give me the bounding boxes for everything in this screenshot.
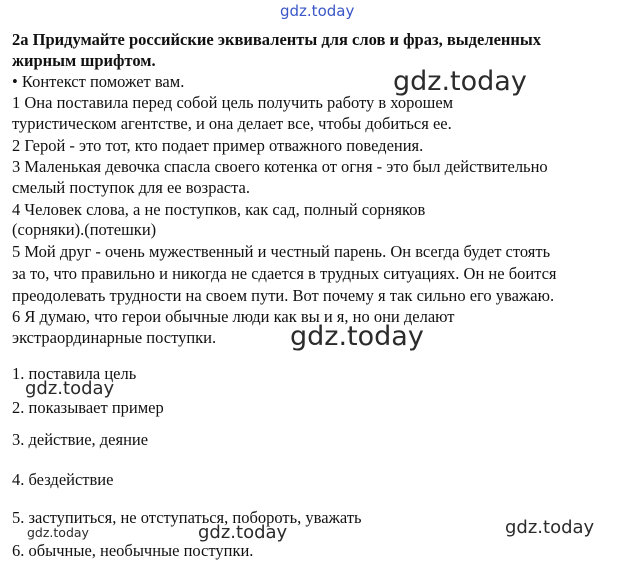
text-line: экстраординарные поступки. [12,328,217,347]
watermark: gdz.today [290,321,424,352]
answer-item: 4. бездействие [12,470,114,489]
text-line: 5 Мой друг - очень мужественный и честный парень. Он всегда будет стоять [12,242,551,261]
watermark: gdz.today [198,522,288,543]
exercise-title-line-1: 2a Придумайте российские эквиваленты для слов и фраз, выделенных [12,30,542,49]
answer-item: 3. действие, деяние [12,430,149,449]
text-line: 2 Герой - это тот, кто подает пример отважного поведения. [12,136,424,155]
exercise-hint: • Контекст поможет вам. [12,72,185,91]
text-line: преодолевать трудности на своем пути. Вот почему я так сильно его уважаю. [12,286,555,305]
exercise-title-line-2: жирным шрифтом. [12,51,156,70]
text-line: 4 Человек слова, а не поступков, как сад, полный сорняков [12,200,426,219]
text-line: за то, что правильно и никогда не сдается в трудных ситуациях. Он не боится [12,264,557,283]
text-line: 3 Маленькая девочка спасла своего котенка от огня - это был действительно [12,157,548,176]
text-line: туристическом агентстве, и она делает все, чтобы добиться ее. [12,114,452,133]
watermark: gdz.today [25,378,115,399]
watermark-top: gdz.today [280,2,355,20]
answer-item: 2. показывает пример [12,398,164,417]
answer-item: 6. обычные, необычные поступки. [12,541,254,560]
answer-item: 5. заступиться, не отступаться, побороть, уважать [12,508,362,527]
watermark: gdz.today [393,66,527,97]
answer-item: 1. поставила цель [12,364,137,383]
text-line: (сорняки).(потешки) [12,220,157,239]
text-line: 1 Она поставила перед собой цель получить работу в хорошем [12,93,454,112]
text-line: 6 Я думаю, что герои обычные люди как вы и я, но они делают [12,307,455,326]
text-line: смелый поступок для ее возраста. [12,178,250,197]
watermark: gdz.today [505,517,595,538]
watermark: gdz.today [27,525,89,540]
